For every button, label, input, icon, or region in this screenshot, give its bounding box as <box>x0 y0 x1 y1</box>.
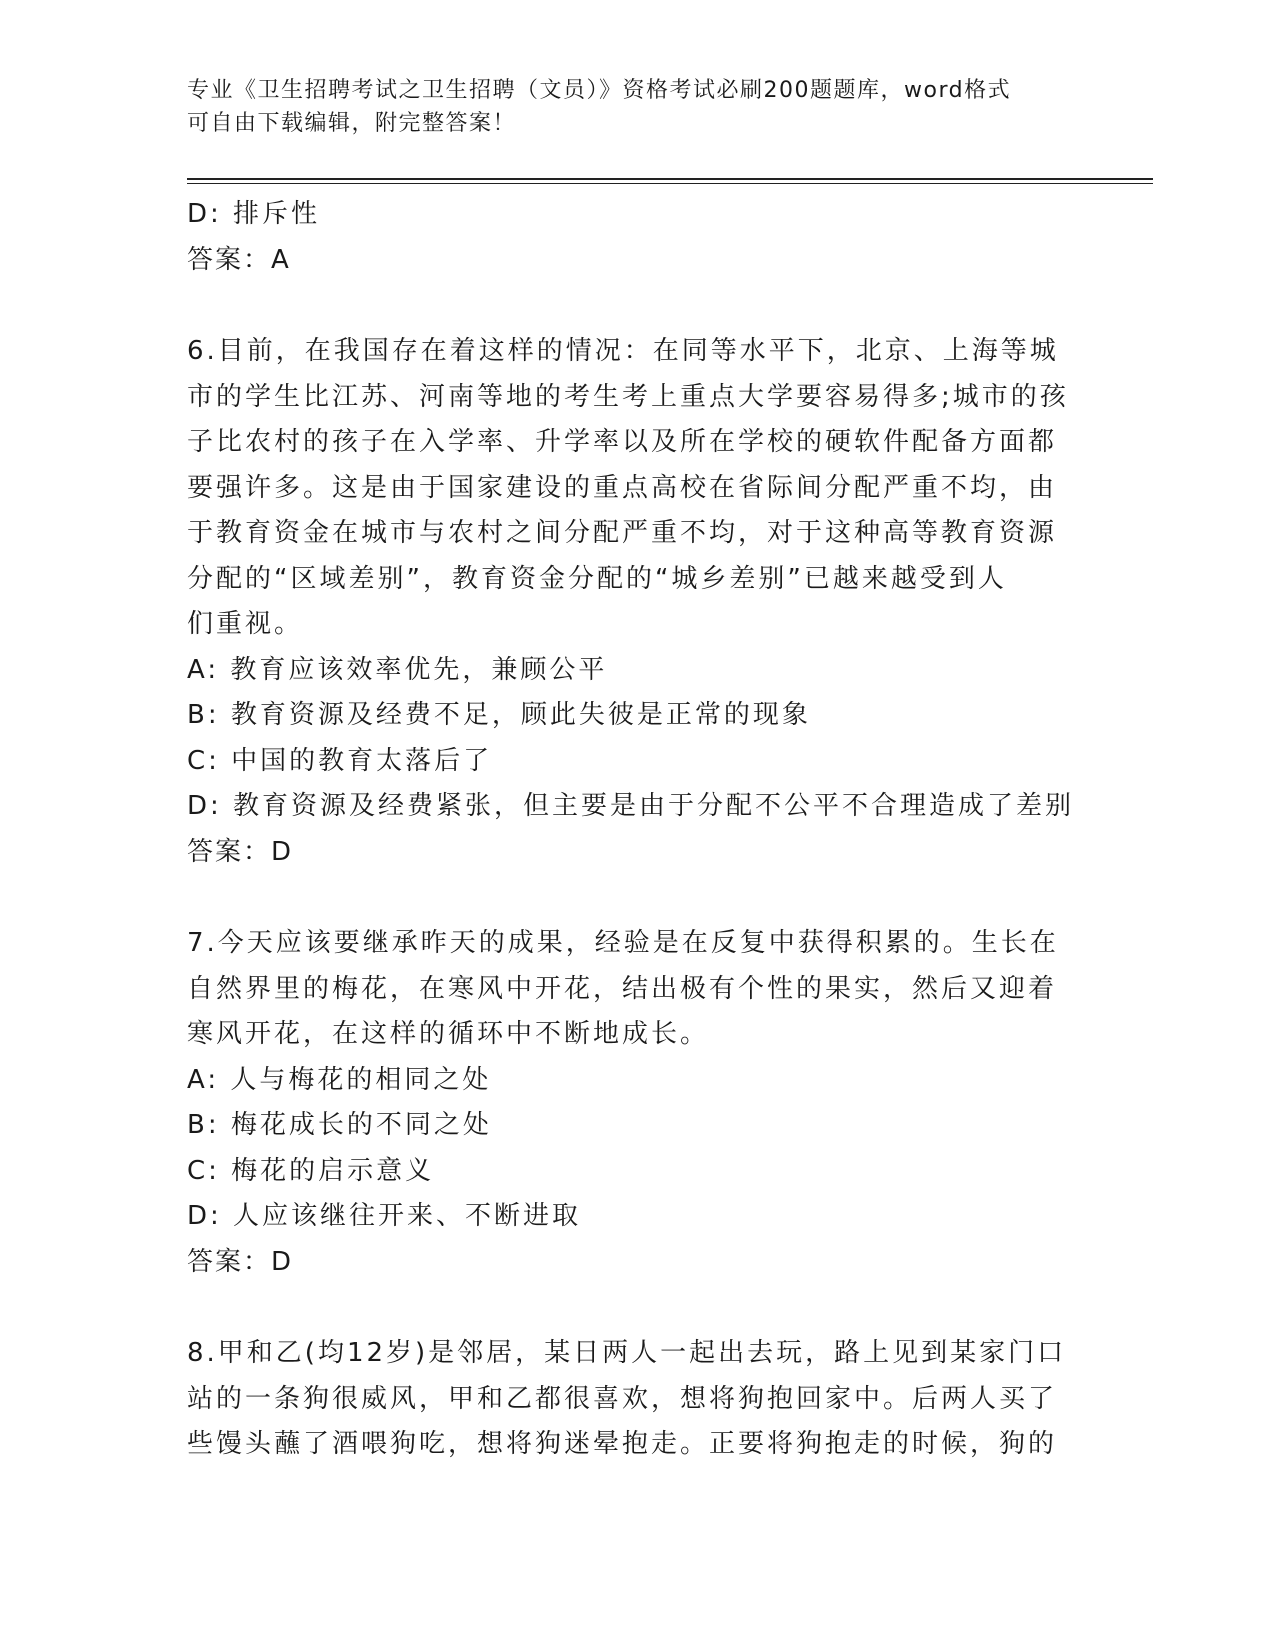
spacer <box>187 283 1077 329</box>
answer: 答案：D <box>187 1246 294 1277</box>
question-7 <box>187 921 1077 1285</box>
header-title-line-1: 专业《卫生招聘考试之卫生招聘（文员）》资格考试必刷200题题库，word格式 <box>187 78 1012 103</box>
question-text-line: 要强许多。这是由于国家建设的重点高校在省际间分配严重不均，由 <box>187 472 1058 503</box>
option-c: C: 中国的教育太落后了 <box>187 745 493 776</box>
option-a: A: 人与梅花的相同之处 <box>187 1064 492 1095</box>
spacer <box>187 1285 1077 1331</box>
option-d: D: 人应该继往开来、不断进取 <box>187 1201 582 1231</box>
header-title-line-2: 可自由下载编辑，附完整答案！ <box>187 111 517 136</box>
answer: 答案：D <box>187 836 294 867</box>
question-6 <box>187 329 1077 875</box>
option-a: A: 教育应该效率优先，兼顾公平 <box>187 654 608 685</box>
option-c: C: 梅花的启示意义 <box>187 1155 435 1186</box>
question-text-line: 7.今天应该要继承昨天的成果，经验是在反复中获得积累的。生长在 <box>187 928 1059 958</box>
question-8 <box>187 1331 1077 1468</box>
prev-question-answer: 答案：A <box>187 244 291 275</box>
question-text-line: 站的一条狗很威风，甲和乙都很喜欢，想将狗抱回家中。后两人买了 <box>187 1383 1058 1414</box>
prev-question-option-d: D: 排斥性 <box>187 199 321 229</box>
question-text-line: 们重视。 <box>187 609 304 639</box>
question-text-line: 8.甲和乙(均12岁)是邻居，某日两人一起出去玩，路上见到某家门口 <box>187 1338 1067 1368</box>
spacer <box>187 875 1077 921</box>
question-text-line: 市的学生比江苏、河南等地的考生考上重点大学要容易得多;城市的孩 <box>187 381 1069 412</box>
option-b: B: 梅花成长的不同之处 <box>187 1110 492 1140</box>
document-body <box>187 192 1077 1468</box>
header-divider-thin <box>187 183 1153 184</box>
header-divider-thick <box>187 178 1153 180</box>
question-text-line: 子比农村的孩子在入学率、升学率以及所在学校的硬软件配备方面都 <box>187 427 1058 457</box>
question-text-line: 寒风开花，在这样的循环中不断地成长。 <box>187 1019 710 1049</box>
question-text-line: 于教育资金在城市与农村之间分配严重不均，对于这种高等教育资源 <box>187 518 1058 548</box>
question-text-line: 些馒头蘸了酒喂狗吃，想将狗迷晕抱走。正要将狗抱走的时候，狗的 <box>187 1429 1058 1459</box>
option-d: D: 教育资源及经费紧张，但主要是由于分配不公平不合理造成了差别 <box>187 791 1075 821</box>
option-b: B: 教育资源及经费不足，顾此失彼是正常的现象 <box>187 700 811 730</box>
question-text-line: 自然界里的梅花，在寒风中开花，结出极有个性的果实，然后又迎着 <box>187 973 1058 1004</box>
question-text-line: 分配的“区域差别”，教育资金分配的“城乡差别”已越来越受到人 <box>187 563 1007 594</box>
question-text-line: 6.目前，在我国存在着这样的情况：在同等水平下，北京、上海等城 <box>187 336 1059 366</box>
document-header <box>187 74 1087 140</box>
